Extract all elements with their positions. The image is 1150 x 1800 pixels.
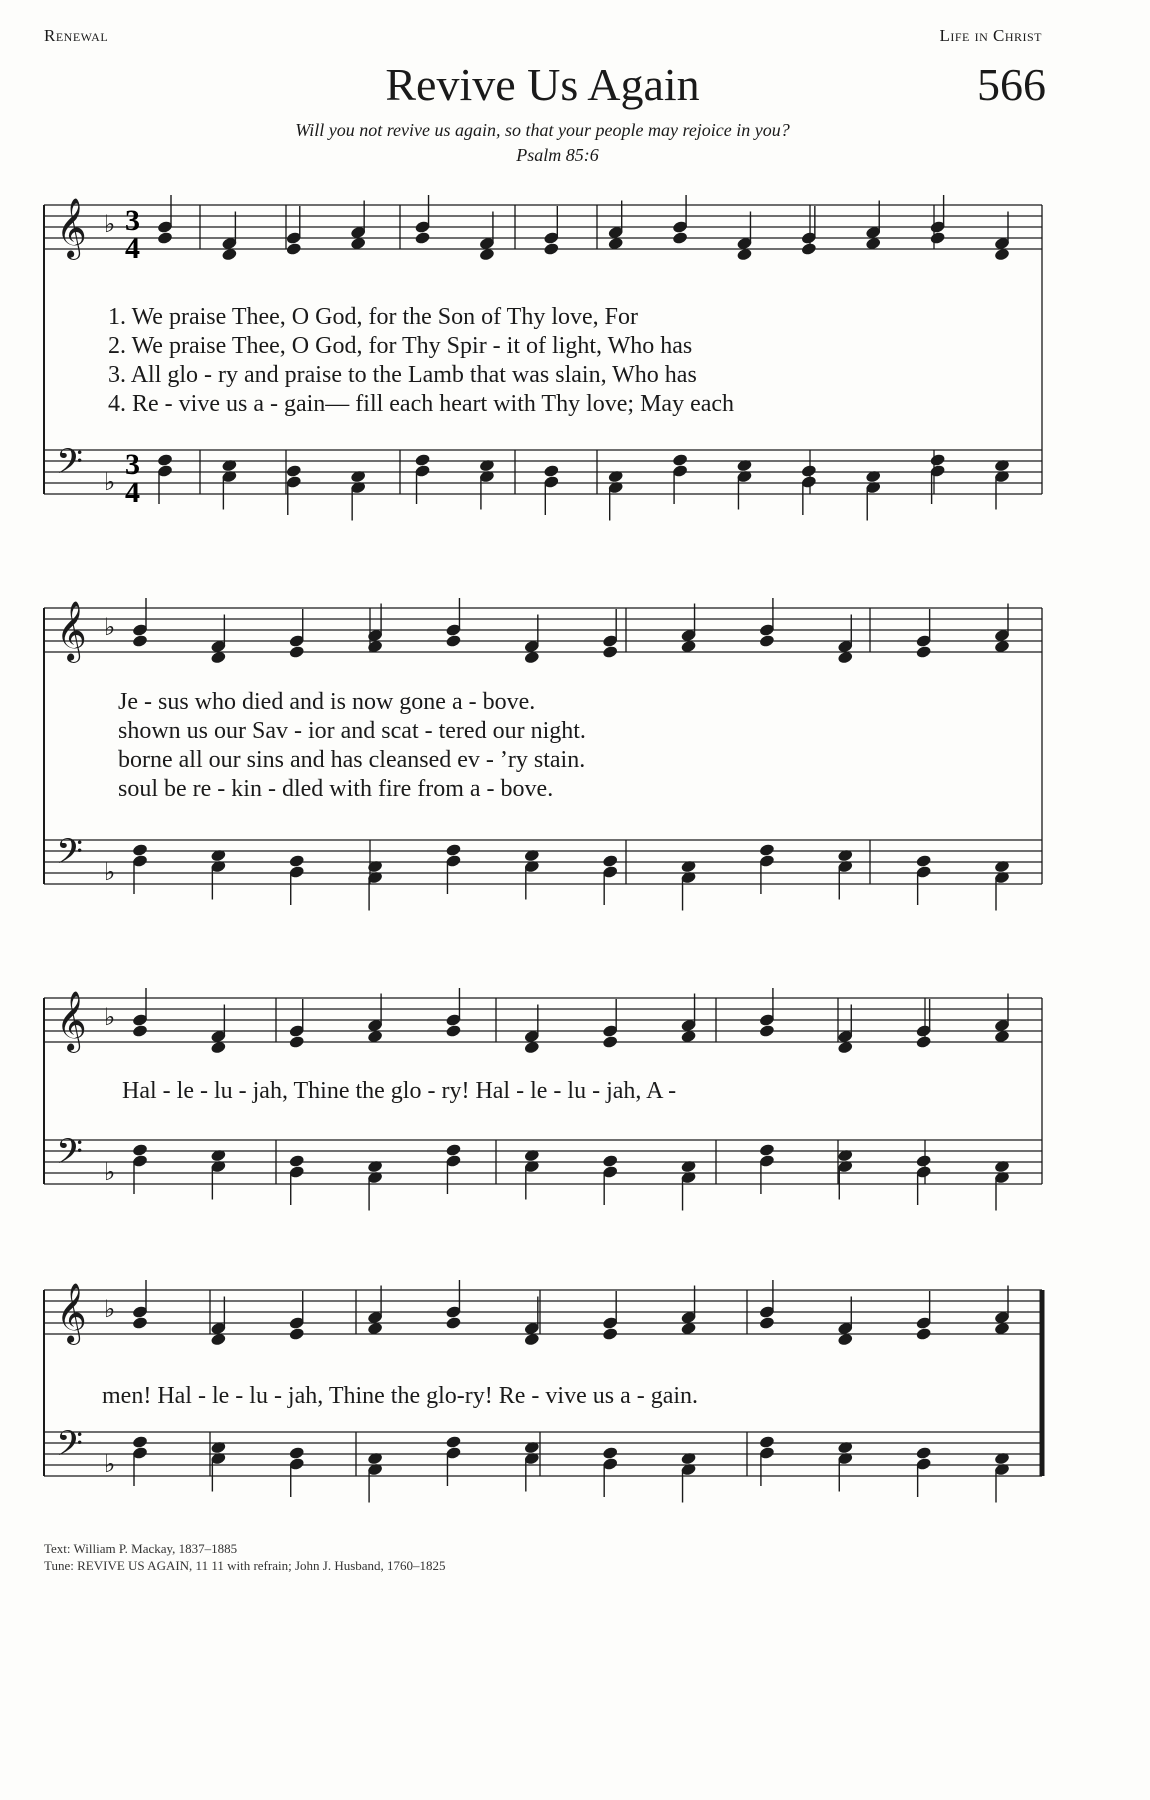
hymn-title: Revive Us Again <box>385 59 700 110</box>
treble-clef-icon: 𝄞 <box>56 1283 87 1343</box>
text-credit: Text: William P. Mackay, 1837–1885 <box>44 1541 238 1556</box>
notehead <box>602 1154 619 1168</box>
time-signature-bottom: 4 <box>125 232 140 265</box>
verse-label: 1. <box>108 304 126 330</box>
notehead <box>543 464 560 478</box>
epigraph-text: Will you not revive us again, so that your people may rejoice in you? <box>295 120 790 140</box>
notehead <box>414 231 431 245</box>
notehead <box>602 854 619 868</box>
verse-2-line-2: shown us our Sav - ior and scat - tered our night. <box>118 718 586 744</box>
notehead <box>801 242 818 256</box>
notehead <box>414 453 431 467</box>
notehead <box>602 1446 619 1460</box>
notehead <box>915 1035 932 1049</box>
verse-4-line-1: 4. Re - vive us a - gain— fill each heart with Thy love; May each <box>108 391 735 417</box>
flat-icon: ♭ <box>104 210 116 238</box>
verse-3-line-1: 3. All glo - ry and praise to the Lamb that was slain, Who has <box>108 362 697 388</box>
notehead <box>543 242 560 256</box>
notehead <box>915 1446 932 1460</box>
flat-icon: ♭ <box>104 1158 116 1186</box>
verse-label: 3. <box>108 362 126 388</box>
flat-icon: ♭ <box>104 1003 116 1031</box>
notehead <box>915 854 932 868</box>
verse-label: 2. <box>108 333 126 359</box>
section-header-left: Renewal <box>44 26 109 45</box>
notehead <box>285 242 302 256</box>
notehead <box>915 645 932 659</box>
verse-label: 4. <box>108 391 126 417</box>
notehead <box>929 453 946 467</box>
notehead <box>288 854 305 868</box>
bass-clef-icon: 𝄢 <box>56 831 84 880</box>
notehead <box>915 1327 932 1341</box>
notehead <box>132 1435 149 1449</box>
bass-clef-icon: 𝄢 <box>56 1131 84 1180</box>
notehead <box>672 231 689 245</box>
notehead <box>759 843 776 857</box>
notehead <box>132 1143 149 1157</box>
epigraph-reference: Psalm 85:6 <box>516 145 599 165</box>
bass-clef-icon: 𝄢 <box>56 1423 84 1472</box>
notehead <box>915 1154 932 1168</box>
bass-clef-icon: 𝄢 <box>56 441 84 490</box>
notehead <box>285 464 302 478</box>
notehead <box>759 634 776 648</box>
verse-1-line-2: Je - sus who died and is now gone a - bove. <box>118 689 536 715</box>
notehead <box>288 645 305 659</box>
notehead <box>759 1435 776 1449</box>
flat-icon: ♭ <box>104 613 116 641</box>
notehead <box>801 464 818 478</box>
verse-3-line-2: borne all our sins and has cleansed ev - ’ry stain. <box>118 747 586 773</box>
notehead <box>602 645 619 659</box>
notehead <box>157 231 174 245</box>
hymn-number: 566 <box>977 59 1046 110</box>
treble-clef-icon: 𝄞 <box>56 198 87 258</box>
refrain-line-2: men! Hal - le - lu - jah, Thine the glo-ry! Re - vive us a - gain. <box>102 1383 699 1409</box>
notehead <box>445 1435 462 1449</box>
time-signature-top: 3 <box>125 204 140 237</box>
notehead <box>288 1154 305 1168</box>
time-signature-top: 3 <box>125 448 140 481</box>
treble-clef-icon: 𝄞 <box>56 991 87 1051</box>
notehead <box>602 1035 619 1049</box>
verse-2-line-1: 2. We praise Thee, O God, for Thy Spir - it of light, Who has <box>108 333 693 359</box>
notehead <box>445 1143 462 1157</box>
treble-clef-icon: 𝄞 <box>56 601 87 661</box>
flat-icon: ♭ <box>104 1295 116 1323</box>
notehead <box>602 1327 619 1341</box>
flat-icon: ♭ <box>104 468 116 496</box>
notehead <box>929 231 946 245</box>
notehead <box>445 1024 462 1038</box>
flat-icon: ♭ <box>104 1450 116 1478</box>
flat-icon: ♭ <box>104 858 116 886</box>
section-header-right: Life in Christ <box>939 26 1042 45</box>
notehead <box>288 1035 305 1049</box>
verse-4-line-2: soul be re - kin - dled with fire from a - bove. <box>118 776 554 802</box>
refrain-line-1: Hal - le - lu - jah, Thine the glo - ry! Hal - le - lu - jah, A - <box>122 1078 677 1104</box>
notehead <box>132 634 149 648</box>
notehead <box>157 453 174 467</box>
notehead <box>759 1024 776 1038</box>
notehead <box>759 1316 776 1330</box>
notehead <box>672 453 689 467</box>
notehead <box>132 1024 149 1038</box>
notehead <box>132 843 149 857</box>
notehead <box>445 843 462 857</box>
notehead <box>132 1316 149 1330</box>
notehead <box>759 1143 776 1157</box>
verse-1-line-1: 1. We praise Thee, O God, for the Son of Thy love, For <box>108 304 638 330</box>
notehead <box>445 634 462 648</box>
notehead <box>445 1316 462 1330</box>
time-signature-bottom: 4 <box>125 476 140 509</box>
notehead <box>288 1446 305 1460</box>
notehead <box>288 1327 305 1341</box>
tune-credit: Tune: REVIVE US AGAIN, 11 11 with refrain; John J. Husband, 1760–1825 <box>44 1558 446 1573</box>
